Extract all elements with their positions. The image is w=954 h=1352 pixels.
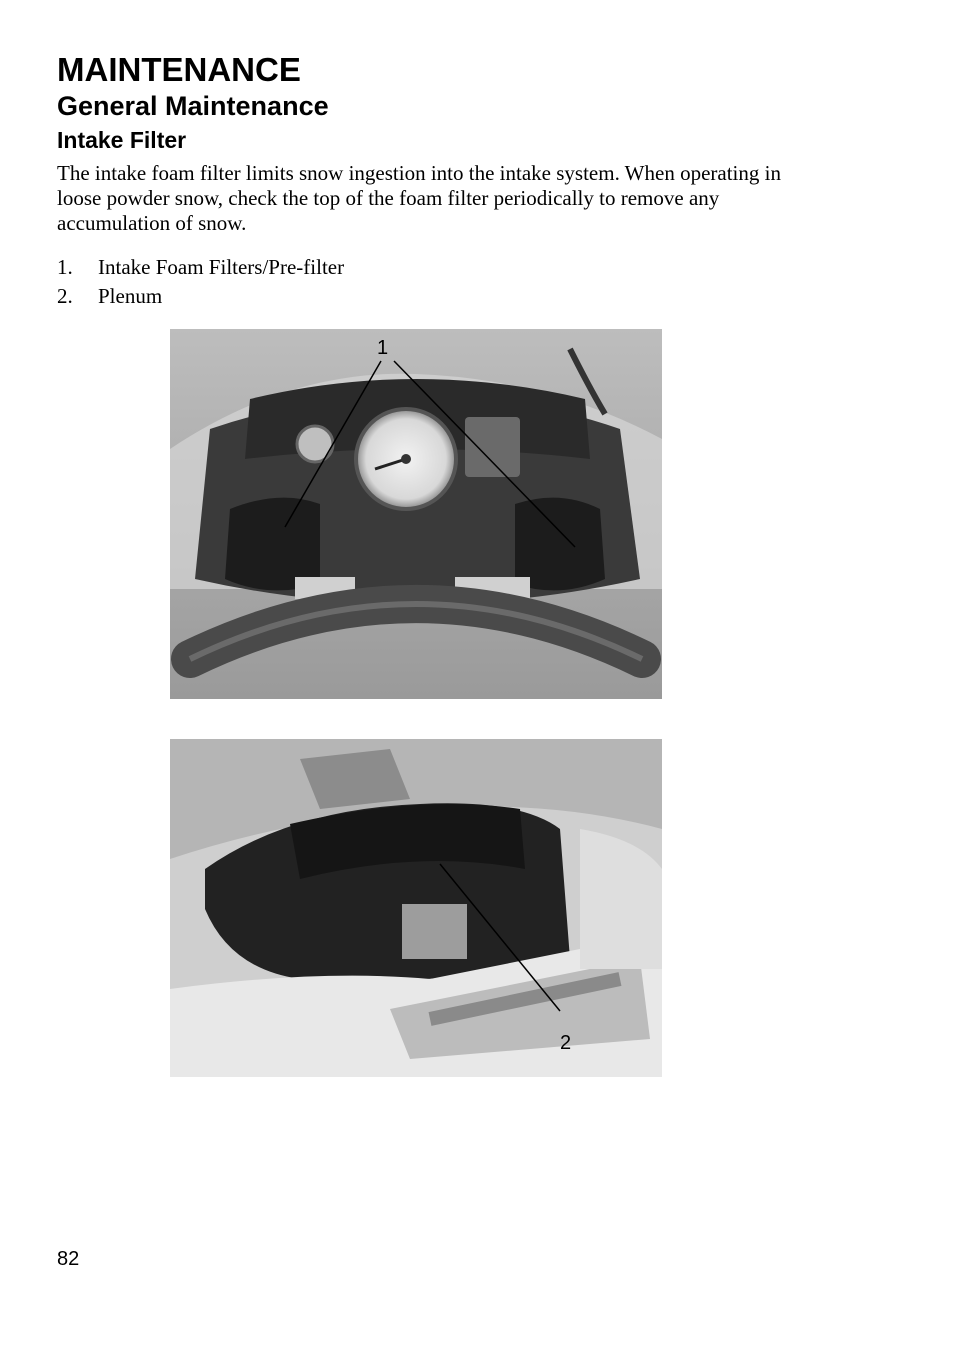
callout-2: 2 <box>560 1032 572 1054</box>
plenum-photo <box>170 739 662 1077</box>
plenum-illustration <box>170 739 662 1077</box>
dashboard-illustration <box>170 329 662 699</box>
callout-legend <box>57 253 344 311</box>
dashboard-photo <box>170 329 662 699</box>
legend-text: Intake Foam Filters/Pre-filter <box>98 255 345 279</box>
section-title: MAINTENANCE <box>57 51 301 88</box>
legend-text: Plenum <box>98 284 163 308</box>
page-number: 82 <box>57 1248 80 1270</box>
legend-number: 1. <box>57 255 73 279</box>
legend-item <box>57 282 344 311</box>
intro-paragraph: The intake foam filter limits snow ingestion into the intake system. When operating in loose powder snow, check the top of the foam filter periodically to remove any accumulation of snow. <box>57 161 781 235</box>
subsection-title: General Maintenance <box>57 91 329 121</box>
legend-number: 2. <box>57 284 73 308</box>
callout-1: 1 <box>377 337 389 359</box>
topic-title: Intake Filter <box>57 127 187 153</box>
legend-item <box>57 253 344 282</box>
